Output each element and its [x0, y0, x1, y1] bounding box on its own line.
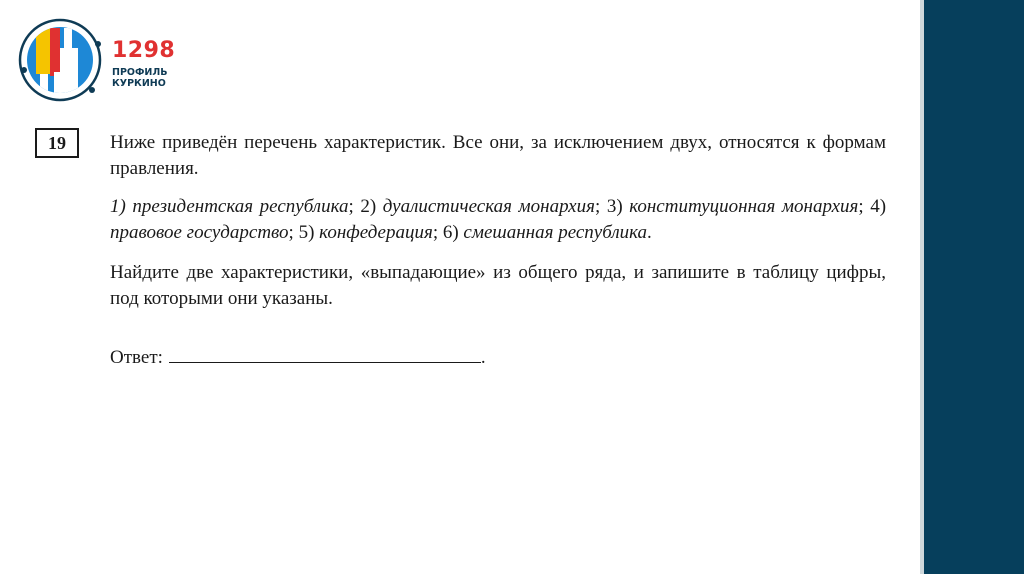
- logo-number: 1298: [112, 38, 176, 63]
- side-panel: [924, 0, 1024, 574]
- item-6-text: смешанная республика: [463, 222, 648, 243]
- answer-label: Ответ:: [110, 347, 163, 368]
- item-1-number: 1): [110, 196, 126, 217]
- logo-text-line-1: ПРОФИЛЬ: [112, 67, 168, 78]
- item-1-sep: ;: [348, 196, 354, 217]
- task-content: [110, 130, 886, 371]
- item-3-text: конституционная монархия: [629, 196, 859, 217]
- item-5-sep: ;: [432, 222, 439, 243]
- answer-blank-field[interactable]: [169, 344, 481, 363]
- item-5-number: 5): [298, 222, 315, 243]
- item-3-sep: ;: [858, 196, 864, 217]
- task-instruction: Найдите две характеристики, «выпадающие» из общего ряда, и запишите в таблицу цифры, под которыми они указаны.: [110, 262, 886, 309]
- item-6-sep: .: [647, 222, 652, 243]
- item-6-number: 6): [442, 222, 459, 243]
- item-2-sep: ;: [594, 196, 601, 217]
- characteristics-list: [110, 194, 886, 246]
- logo-text-line-2: КУРКИНО: [112, 78, 166, 89]
- item-4-text: правовое государство: [110, 222, 289, 243]
- item-2-text: дуалистическая монархия: [382, 196, 595, 217]
- school-logo: [14, 14, 184, 106]
- item-5-text: конфедерация: [319, 222, 433, 243]
- task-number-box: 19: [35, 128, 79, 158]
- item-3-number: 3): [606, 196, 623, 217]
- item-4-number: 4): [870, 196, 887, 217]
- logo-emblem-icon: [14, 14, 114, 106]
- item-4-sep: ;: [288, 222, 294, 243]
- task-intro: Ниже приведён перечень характеристик. Все они, за исключением двух, относятся к формам правления.: [110, 132, 886, 179]
- answer-row: [110, 344, 886, 371]
- item-1-text: президентская республика: [132, 196, 349, 217]
- item-2-number: 2): [360, 196, 377, 217]
- answer-end: .: [480, 347, 486, 368]
